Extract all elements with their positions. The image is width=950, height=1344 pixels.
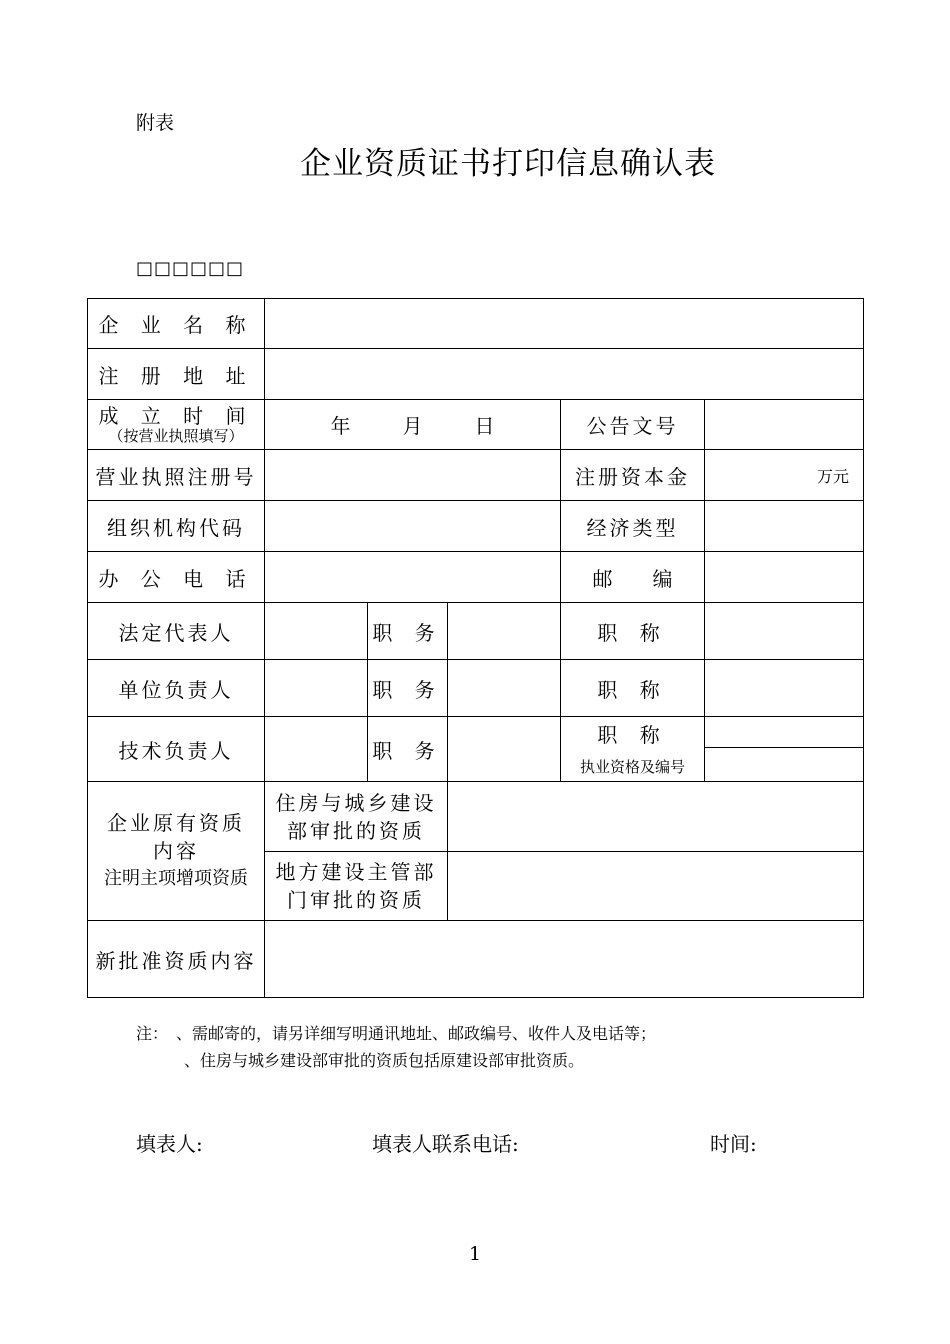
founded-date-field[interactable]: 年 月 日 <box>265 400 561 450</box>
org-code-label: 组织机构代码 <box>88 501 265 552</box>
new-qual-label: 新批准资质内容 <box>88 921 265 998</box>
license-no-label: 营业执照注册号 <box>88 450 265 501</box>
annex-label: 附表 <box>136 112 175 134</box>
unit-head-position-field[interactable] <box>448 660 561 717</box>
row-reg-address <box>88 349 864 400</box>
notes <box>136 1020 656 1074</box>
tech-head-title-subfield[interactable] <box>705 717 863 748</box>
tech-head-title-field[interactable] <box>705 717 864 782</box>
tech-head-label: 技术负责人 <box>88 717 265 782</box>
new-qual-field[interactable] <box>265 921 864 998</box>
ministry-qual-field[interactable] <box>448 782 864 852</box>
row-org-code <box>88 501 864 552</box>
legal-rep-field[interactable] <box>265 603 368 660</box>
license-no-field[interactable] <box>265 450 561 501</box>
econ-type-field[interactable] <box>705 501 864 552</box>
code-boxes: □□□□□□ <box>136 258 245 279</box>
legal-rep-title-field[interactable] <box>705 603 864 660</box>
row-founded <box>88 400 864 450</box>
reg-address-field[interactable] <box>265 349 864 400</box>
practice-cert-subfield[interactable] <box>705 748 863 781</box>
page-number: 1 <box>468 1243 482 1265</box>
notice-no-label: 公告文号 <box>561 400 705 450</box>
reg-address-label: 注 册 地 址 <box>88 349 265 400</box>
ministry-qual-label: 住房与城乡建设 部审批的资质 <box>265 782 448 852</box>
row-tech-head <box>88 717 864 782</box>
econ-type-label: 经济类型 <box>561 501 705 552</box>
tech-head-position-field[interactable] <box>448 717 561 782</box>
founded-time-label: 成 立 时 间 （按营业执照填写） <box>88 400 265 450</box>
time-label: 时间: <box>710 1132 757 1156</box>
local-qual-field[interactable] <box>448 852 864 921</box>
row-unit-head <box>88 660 864 717</box>
local-qual-label: 地方建设主管部 门审批的资质 <box>265 852 448 921</box>
reg-capital-label: 注册资本金 <box>561 450 705 501</box>
row-license <box>88 450 864 501</box>
row-orig-qual-ministry <box>88 782 864 852</box>
company-name-label: 企 业 名 称 <box>88 299 265 349</box>
legal-rep-label: 法定代表人 <box>88 603 265 660</box>
row-company-name <box>88 299 864 349</box>
postcode-field[interactable] <box>705 552 864 603</box>
unit-head-label: 单位负责人 <box>88 660 265 717</box>
legal-rep-title-label: 职 称 <box>561 603 705 660</box>
tech-head-position-label: 职 务 <box>368 717 448 782</box>
notice-no-field[interactable] <box>705 400 864 450</box>
company-name-field[interactable] <box>265 299 864 349</box>
confirmation-form-table <box>87 298 864 998</box>
unit-head-field[interactable] <box>265 660 368 717</box>
page-title: 企业资质证书打印信息确认表 <box>300 146 716 182</box>
office-phone-label: 办 公 电 话 <box>88 552 265 603</box>
tech-head-field[interactable] <box>265 717 368 782</box>
legal-rep-position-field[interactable] <box>448 603 561 660</box>
row-new-qual <box>88 921 864 998</box>
tech-head-title-label: 职 称 执业资格及编号 <box>561 717 705 782</box>
row-office-phone <box>88 552 864 603</box>
row-legal-rep <box>88 603 864 660</box>
unit-head-position-label: 职 务 <box>368 660 448 717</box>
postcode-label: 邮 编 <box>561 552 705 603</box>
office-phone-field[interactable] <box>265 552 561 603</box>
reg-capital-field[interactable]: 万元 <box>705 450 864 501</box>
filler-phone-label: 填表人联系电话: <box>372 1132 519 1156</box>
unit-head-title-field[interactable] <box>705 660 864 717</box>
note-line-1: 注： 、需邮寄的，请另详细写明通讯地址、邮政编号、收件人及电话等； <box>136 1024 657 1043</box>
unit-head-title-label: 职 称 <box>561 660 705 717</box>
filler-label: 填表人: <box>136 1132 203 1156</box>
org-code-field[interactable] <box>265 501 561 552</box>
note-line-2: 、住房与城乡建设部审批的资质包括原建设部审批资质。 <box>184 1051 585 1070</box>
legal-rep-position-label: 职 务 <box>368 603 448 660</box>
orig-qual-label: 企业原有资质 内容 注明主项增项资质 <box>88 782 265 921</box>
